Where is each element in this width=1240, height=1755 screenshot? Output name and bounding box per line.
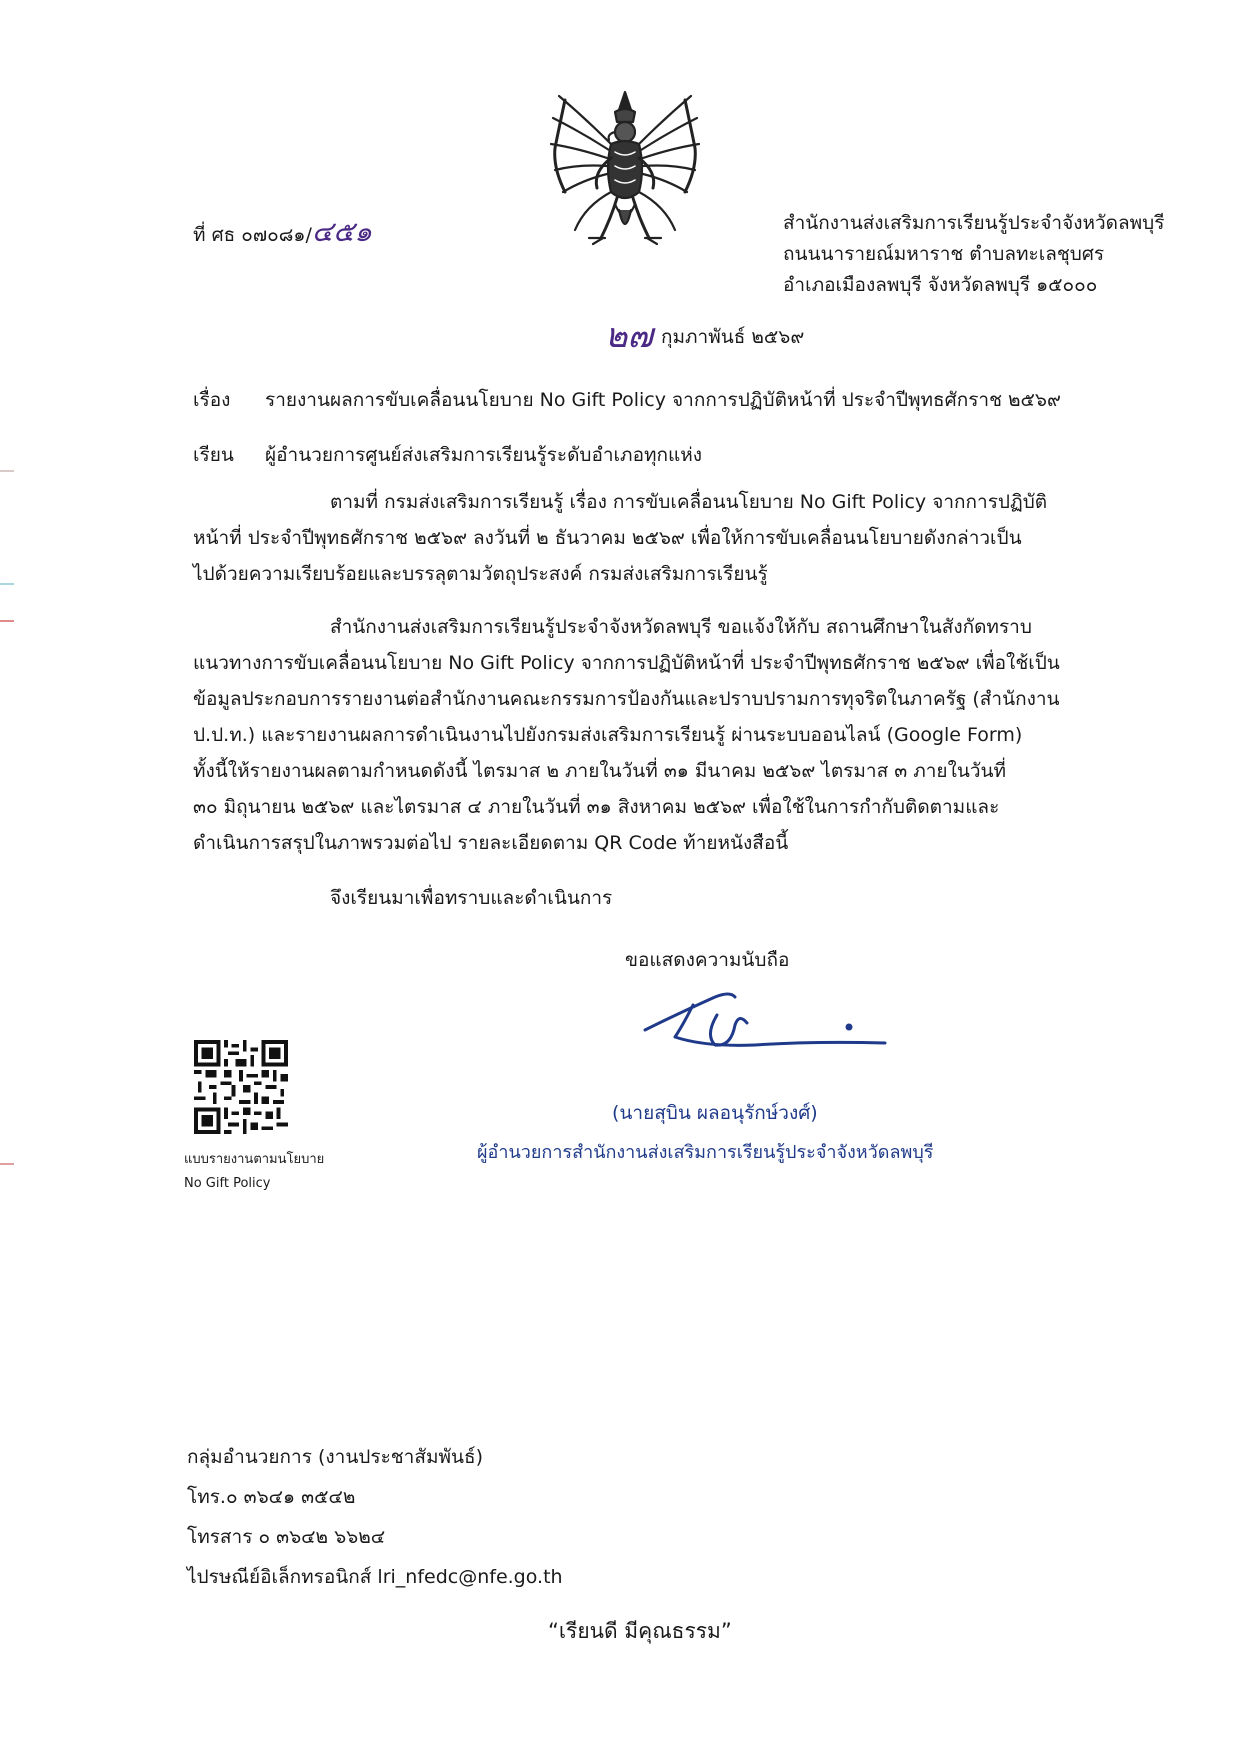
paragraph-line: ทั้งนี้ให้รายงานผลตามกำหนดดังนี้ ไตรมาส ๒ ภายในวันที่ ๓๑ มีนาคม ๒๕๖๙ ไตรมาส ๓ ภายในวันที่ — [193, 760, 1007, 782]
recipient-text: ผู้อำนวยการศูนย์ส่งเสริมการเรียนรู้ระดับอำเภอทุกแห่ง — [265, 444, 703, 466]
qr-code-icon[interactable] — [194, 1040, 288, 1134]
handwritten-date-day: ๒๗ — [605, 316, 653, 356]
contact-block — [187, 1437, 563, 1597]
qr-caption — [184, 1148, 324, 1196]
qr-caption-line: แบบรายงานตามนโยบาย — [184, 1152, 325, 1167]
office-address — [783, 208, 1164, 301]
subject-label: เรื่อง — [193, 389, 231, 411]
paragraph-line: ป.ป.ท.) และรายงานผลการดำเนินงานไปยังกรมส่งเสริมการเรียนรู้ ผ่านระบบออนไลน์ (Google Form) — [193, 724, 1023, 746]
contact-fax: โทรสาร ๐ ๓๖๔๒ ๖๖๒๔ — [187, 1526, 386, 1548]
motto: “เรียนดี มีคุณธรรม” — [548, 1619, 732, 1643]
body-paragraph-1 — [193, 484, 1113, 592]
margin-mark — [0, 620, 14, 622]
paragraph-line: ๓๐ มิถุนายน ๒๕๖๙ และไตรมาส ๔ ภายในวันที่ ๓๑ สิงหาคม ๒๕๖๙ เพื่อใช้ในการกำกับติดตามและ — [193, 796, 1000, 818]
handwritten-signature — [635, 985, 895, 1055]
recipient-label: เรียน — [193, 444, 234, 466]
contact-department: กลุ่มอำนวยการ (งานประชาสัมพันธ์) — [187, 1446, 483, 1468]
paragraph-line: จึงเรียนมาเพื่อทราบและดำเนินการ — [330, 887, 613, 909]
margin-mark — [0, 470, 14, 472]
reference-label: ที่ ศธ ๐๗๐๘๑/ — [193, 224, 312, 246]
paragraph-line: ดำเนินการสรุปในภาพรวมต่อไป รายละเอียดตาม QR Code ท้ายหนังสือนี้ — [193, 832, 789, 854]
subject-line — [193, 385, 1061, 415]
office-line: อำเภอเมืองลพบุรี จังหวัดลพบุรี ๑๕๐๐๐ — [783, 274, 1098, 296]
reference-number — [193, 210, 372, 254]
office-line: สำนักงานส่งเสริมการเรียนรู้ประจำจังหวัดลพบุรี — [783, 212, 1165, 234]
paragraph-line: ตามที่ กรมส่งเสริมการเรียนรู้ เรื่อง การขับเคลื่อนนโยบาย No Gift Policy จากการปฏิบัติ — [330, 491, 1048, 513]
subject-text: รายงานผลการขับเคลื่อนนโยบาย No Gift Policy จากการปฏิบัติหน้าที่ ประจำปีพุทธศักราช ๒๕๖๙ — [265, 389, 1061, 411]
closing-phrase: ขอแสดงความนับถือ — [625, 949, 790, 971]
signer-name: (นายสุบิน ผลอนุรักษ์วงศ์) — [612, 1102, 818, 1124]
paragraph-line: ข้อมูลประกอบการรายงานต่อสำนักงานคณะกรรมการป้องกันและปราบปรามการทุจริตในภาครัฐ (สำนักงาน — [193, 688, 1060, 710]
document-date — [605, 308, 804, 362]
margin-mark — [0, 583, 14, 585]
contact-email[interactable]: ไปรษณีย์อิเล็กทรอนิกส์ lri_nfedc@nfe.go.th — [187, 1566, 563, 1588]
paragraph-line: หน้าที่ ประจำปีพุทธศักราช ๒๕๖๙ ลงวันที่ ๒ ธันวาคม ๒๕๖๙ เพื่อให้การขับเคลื่อนนโยบายดังกล่าวเป็น — [193, 527, 1022, 549]
body-paragraph-3 — [193, 880, 1113, 916]
handwritten-reference-number: ๔๕๑ — [311, 215, 373, 248]
body-paragraph-2 — [193, 609, 1113, 861]
date-month-year: กุมภาพันธ์ ๒๕๖๙ — [660, 326, 805, 348]
paragraph-line: แนวทางการขับเคลื่อนนโยบาย No Gift Policy จากการปฏิบัติหน้าที่ ประจำปีพุทธศักราช ๒๕๖๙ เพื่อใช้เป็น — [193, 652, 1060, 674]
paragraph-line: ไปด้วยความเรียบร้อยและบรรลุตามวัตถุประสงค์ กรมส่งเสริมการเรียนรู้ — [193, 563, 768, 585]
recipient-line — [193, 440, 702, 470]
signer-position: ผู้อำนวยการสำนักงานส่งเสริมการเรียนรู้ประจำจังหวัดลพบุรี — [477, 1142, 934, 1163]
margin-mark — [0, 1163, 14, 1165]
contact-phone: โทร.๐ ๓๖๔๑ ๓๕๔๒ — [187, 1486, 356, 1508]
qr-caption-line: No Gift Policy — [184, 1176, 271, 1191]
garuda-emblem-icon — [545, 88, 705, 253]
office-line: ถนนนารายณ์มหาราช ตำบลทะเลชุบศร — [783, 243, 1105, 265]
paragraph-line: สำนักงานส่งเสริมการเรียนรู้ประจำจังหวัดลพบุรี ขอแจ้งให้กับ สถานศึกษาในสังกัดทราบ — [330, 616, 1032, 638]
